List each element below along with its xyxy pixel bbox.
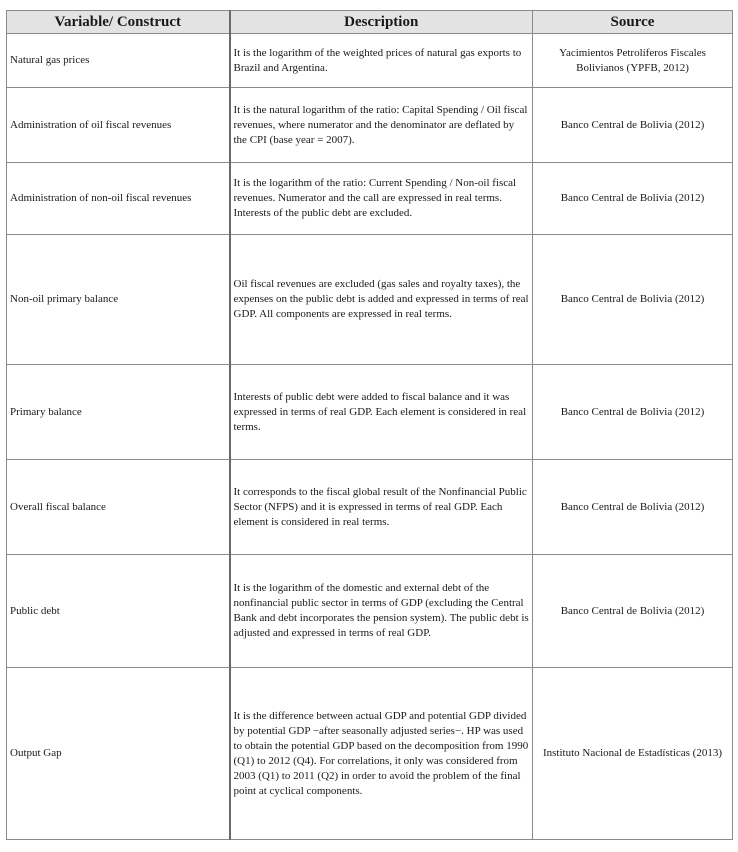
variable-cell: Public debt [7,555,230,668]
table-row [7,163,733,235]
table-row [7,365,733,460]
source-cell: Banco Central de Bolivia (2012) [533,460,733,555]
description-cell: Interests of public debt were added to fiscal balance and it was expressed in terms of real GDP. Each element is considered in real terms. [230,365,533,460]
description-cell: Oil fiscal revenues are excluded (gas sales and royalty taxes), the expenses on the public debt is added and expressed in terms of real GDP. All components are expressed in real terms. [230,235,533,365]
table-row [7,555,733,668]
source-cell: Instituto Nacional de Estadísticas (2013) [533,668,733,840]
variable-cell: Natural gas prices [7,34,230,88]
variable-cell: Administration of non-oil fiscal revenues [7,163,230,235]
description-cell: It is the logarithm of the domestic and external debt of the nonfinancial public sector in terms of GDP (excluding the Central Bank and debt incorporates the pension system). The public debt is adjusted and expressed in terms of real GDP. [230,555,533,668]
variable-cell: Primary balance [7,365,230,460]
header-source: Source [533,11,733,34]
description-cell: It is the difference between actual GDP and potential GDP divided by potential GDP −after seasonally adjusted series−. HP was used to obtain the potential GDP based on the decomposition from 1990 (Q1) to 2012 (Q4). For correlations, it only was considered from 2003 (Q1) to 2011 (Q2) in order to avoid the problem of the final point at cyclical components. [230,668,533,840]
source-cell: Yacimientos Petrolíferos Fiscales Bolivianos (YPFB, 2012) [533,34,733,88]
header-variable: Variable/ Construct [7,11,230,34]
table-row [7,235,733,365]
variable-cell: Administration of oil fiscal revenues [7,88,230,163]
variable-cell: Output Gap [7,668,230,840]
variables-table [6,10,733,840]
description-cell: It is the logarithm of the ratio: Current Spending / Non-oil fiscal revenues. Numerator and the call are expressed in real terms. Interests of the public debt are excluded. [230,163,533,235]
source-cell: Banco Central de Bolivia (2012) [533,365,733,460]
table-row [7,668,733,840]
description-cell: It is the logarithm of the weighted prices of natural gas exports to Brazil and Argentina. [230,34,533,88]
table-row [7,88,733,163]
description-cell: It corresponds to the fiscal global result of the Nonfinancial Public Sector (NFPS) and it is expressed in terms of real GDP. Each element is considered in real terms. [230,460,533,555]
header-row [7,11,733,34]
header-description: Description [230,11,533,34]
variable-cell: Overall fiscal balance [7,460,230,555]
variable-cell: Non-oil primary balance [7,235,230,365]
description-cell: It is the natural logarithm of the ratio: Capital Spending / Oil fiscal revenues, where numerator and the denominator are deflated by the CPI (base year = 2007). [230,88,533,163]
source-cell: Banco Central de Bolivia (2012) [533,163,733,235]
source-cell: Banco Central de Bolivia (2012) [533,88,733,163]
table-row [7,34,733,88]
table-row [7,460,733,555]
source-cell: Banco Central de Bolivia (2012) [533,235,733,365]
source-cell: Banco Central de Bolivia (2012) [533,555,733,668]
